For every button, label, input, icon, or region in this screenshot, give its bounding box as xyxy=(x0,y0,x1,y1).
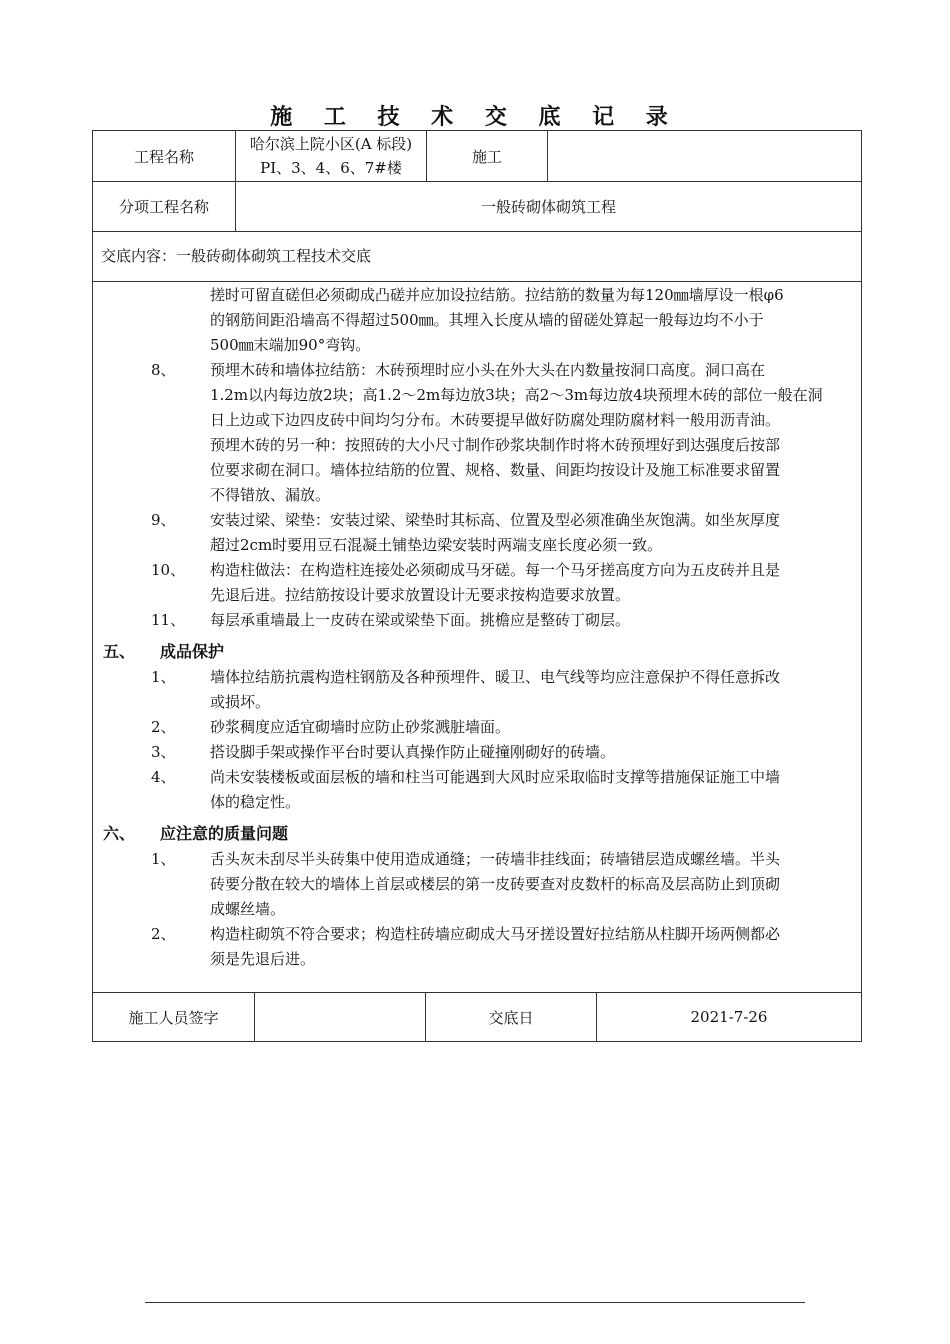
section-number: 五、 xyxy=(103,642,136,661)
text-line: 体的稳定性。 xyxy=(210,793,301,811)
item-number: 9、 xyxy=(151,511,176,529)
text-line: 须是先退后进。 xyxy=(210,950,316,968)
item-number: 10、 xyxy=(151,561,186,579)
section-number: 六、 xyxy=(103,824,136,843)
text-line: 搓时可留直磋但必须砌成凸磋并应加设拉结筋。拉结筋的数量为每120㎜墙厚设一根φ6 xyxy=(210,286,784,304)
project-name-label: 工程名称 xyxy=(93,131,236,182)
item-number: 11、 xyxy=(151,611,186,629)
text-line: 构造柱砌筑不符合要求；构造柱砖墙应砌成大马牙搓设置好拉结筋从柱脚开场两侧都必 xyxy=(210,925,781,943)
item-number: 4、 xyxy=(151,768,176,786)
construction-value xyxy=(548,131,862,182)
item-number: 8、 xyxy=(151,361,176,379)
text-line: 日上边或下边四皮砖中间均匀分布。木砖要提早做好防腐处理防腐材料一般用沥青油。 xyxy=(210,411,781,429)
text-line: 尚未安装楼板或面层板的墙和柱当可能遇到大风时应采取临时支撑等措施保证施工中墙 xyxy=(210,768,781,786)
footer-divider xyxy=(145,1302,805,1303)
text-line: 1.2m以内每边放2块；高1.2～2m每边放3块；高2～3m每边放4块预埋木砖的部位一般在洞 xyxy=(210,386,823,404)
project-name-value xyxy=(236,131,427,182)
date-label: 交底日 xyxy=(426,993,597,1042)
text-line: 或损坏。 xyxy=(210,693,271,711)
signer-label: 施工人员签字 xyxy=(93,993,255,1042)
item-number: 1、 xyxy=(151,668,176,686)
text-line: 搭设脚手架或操作平台时要认真操作防止碰撞刚砌好的砖墙。 xyxy=(210,743,616,761)
text-line: 构造柱做法：在构造柱连接处必须砌成马牙磋。每一个马牙搓高度方向为五皮砖并且是 xyxy=(210,561,781,579)
footer-table xyxy=(92,992,862,1042)
project-name-line1: 哈尔滨上院小区(A 标段) xyxy=(249,135,413,153)
text-line: 不得错放、漏放。 xyxy=(210,486,331,504)
header-table xyxy=(92,130,862,232)
section-title: 成品保护 xyxy=(160,642,225,661)
text-line: 超过2cm时要用豆石混凝土铺垫边梁安装时两端支座长度必须一致。 xyxy=(210,536,663,554)
signer-value xyxy=(255,993,426,1042)
text-line: 先退后进。拉结筋按设计要求放置设计无要求按构造要求放置。 xyxy=(210,586,631,604)
section-title: 应注意的质量问题 xyxy=(160,824,289,843)
sub-project-value: 一般砖砌体砌筑工程 xyxy=(236,182,862,232)
item-number: 1、 xyxy=(151,850,176,868)
page-title: 施 工 技 术 交 底 记 录 xyxy=(270,104,680,130)
date-value: 2021-7-26 xyxy=(597,993,862,1042)
text-line: 墙体拉结筋抗震构造柱钢筋及各种预埋件、暖卫、电气线等均应注意保护不得任意拆改 xyxy=(210,668,781,686)
item-number: 2、 xyxy=(151,925,176,943)
text-line: 安装过梁、梁垫：安装过梁、梁垫时其标高、位置及型必须准确坐灰饱满。如坐灰厚度 xyxy=(210,511,781,529)
item-number: 3、 xyxy=(151,743,176,761)
text-line: 砂浆稠度应适宜砌墙时应防止砂浆溅脏墙面。 xyxy=(210,718,511,736)
text-line: 的钢筋间距沿墙高不得超过500㎜。其埋入长度从墙的留磋处算起一般每边均不小于 xyxy=(210,311,764,329)
text-line: 成螺丝墙。 xyxy=(210,900,286,918)
text-line: 位要求砌在洞口。墙体拉结筋的位置、规格、数量、间距均按设计及施工标准要求留置 xyxy=(210,461,781,479)
text-line: 500㎜末端加90°弯钩。 xyxy=(210,336,371,354)
intro-text: 交底内容：一般砖砌体砌筑工程技术交底 xyxy=(101,247,372,265)
text-line: 砖要分散在较大的墙体上首层或楼层的第一皮砖要查对皮数杆的标高及层高防止到顶砌 xyxy=(210,875,781,893)
text-line: 预埋木砖的另一种：按照砖的大小尺寸制作砂浆块制作时将木砖预埋好到达强度后按部 xyxy=(210,436,781,454)
content-body xyxy=(92,281,862,992)
intro-row xyxy=(92,231,862,282)
text-line: 每层承重墙最上一皮砖在梁或梁垫下面。挑檐应是整砖丁砌层。 xyxy=(210,611,631,629)
construction-label: 施工 xyxy=(427,131,548,182)
item-number: 2、 xyxy=(151,718,176,736)
sub-project-label: 分项工程名称 xyxy=(93,182,236,232)
text-line: 预埋木砖和墙体拉结筋：木砖预埋时应小头在外大头在内数量按洞口高度。洞口高在 xyxy=(210,361,766,379)
text-line: 舌头灰未刮尽半头砖集中使用造成通缝；一砖墙非挂线面；砖墙错层造成螺丝墙。半头 xyxy=(210,850,781,868)
project-name-line2: PI、3、4、6、7#楼 xyxy=(260,159,402,177)
